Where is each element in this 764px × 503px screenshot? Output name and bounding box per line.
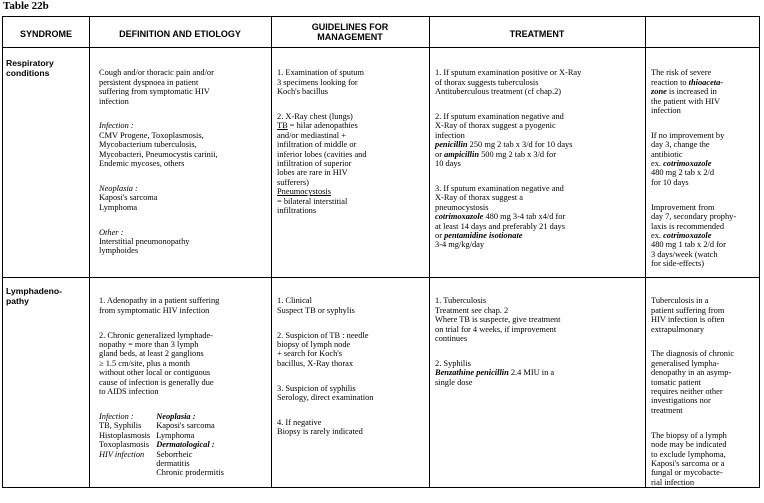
treatment-2-text: 2. If sputum examination negative and X-Ray of thorax suggest a pyogenic infection — [435, 112, 564, 140]
guideline-2-tb-text: = hilar adenopathies and/or mediastinal + infiltration of middle or inferior lobes (cavities and infiltration of superior lobes are rare in HIV sufferers) — [277, 121, 367, 187]
row-divider — [3, 277, 759, 278]
definition-2: 2. Chronic generalized lymphade- nopathy = more than 3 lymph gland beds, at least 2 ganglions ≥ 1.5 cm/site, plus a month without other local or contiguous cause of infection is generally due to AIDS infection — [99, 330, 214, 397]
note-3 — [651, 203, 759, 269]
header-divider — [3, 47, 759, 48]
guidelines-lymphadenopathy — [277, 287, 427, 452]
header-syndrome: SYNDROME — [19, 29, 72, 39]
definition-intro: Cough and/or thoracic pain and/or persistent dyspnoea in patient suffering from symptomatic HIV infection — [99, 68, 214, 106]
neoplasia-label: Neoplasia : — [156, 411, 196, 421]
header-guidelines: GUIDELINES FOR MANAGEMENT — [311, 22, 389, 42]
drug-penicillin: penicillin — [435, 140, 468, 150]
treatment-1: 1. Tuberculosis Treatment see chap. 2 Where TB is suspecte, give treatment on trial for 4 weeks, if improvement continues — [435, 296, 561, 344]
drug-benzathine: Benzathine penicillin — [435, 368, 509, 378]
syndrome-respiratory: Respiratory conditions — [6, 58, 54, 78]
dose-ampicillin: 500 mg 2 tab x 3/d for 10 days — [435, 149, 556, 169]
dermatological-label: Dermatological : — [156, 440, 215, 450]
guideline-3: 3. Suspicion of syphilis Serology, direct examination — [277, 383, 374, 403]
definition-lymphadenopathy — [99, 287, 269, 487]
guideline-2-title: 2. X-Ray chest (lungs) — [277, 112, 353, 122]
treatment-3 — [435, 184, 643, 250]
etiology-right — [156, 412, 224, 478]
etiology-columns — [99, 412, 269, 478]
treatment-2 — [435, 359, 643, 387]
definition-1: 1. Adenopathy in a patient suffering from symptomatic HIV infection — [99, 296, 220, 315]
dose-pentamidine: 3-4 mg/kg/day — [435, 240, 485, 250]
dose-cotrimoxazole: 480 mg 3-4 tab x4/d for at least 14 days and preferably 21 days or — [435, 212, 566, 240]
column-divider — [429, 17, 430, 487]
header-treatment: TREATMENT — [509, 29, 565, 39]
treatment-2-title: 2. Syphilis — [435, 358, 471, 368]
note-2 — [651, 131, 759, 187]
etiology-left — [99, 412, 150, 478]
guideline-1: 1. Examination of sputum 3 specimens looking for Koch's bacillus — [277, 68, 364, 97]
infection-text: CMV Progene, Toxoplasmosis, Mycobacterium tuberculosis, Mycobacteri, Pneumocystis carinii, Endemic mycoses, others — [99, 130, 218, 169]
drug-pentamidine: pentamidine isotionate — [444, 230, 523, 240]
treatment-respiratory — [435, 59, 643, 265]
treatment-lymphadenopathy — [435, 287, 643, 402]
neoplasia-text: Kaposi's sarcoma Lymphoma — [99, 193, 158, 212]
treatment-or: or — [435, 149, 445, 159]
drug-cotrimoxazole-prophylaxis: cotrimoxazole — [663, 230, 712, 240]
drug-cotrimoxazole: cotrimoxazole — [435, 212, 484, 222]
guideline-1: 1. Clinical Suspect TB or syphylis — [277, 296, 355, 315]
dermatological-text: Seborrheic dermatitis Chronic prodermitis — [156, 449, 224, 478]
guideline-2: 2. Suspicion of TB : needle biopsy of lymph node + search for Koch's bacillus, X-Ray thorax — [277, 330, 369, 368]
other-text: Interstitial pneumonopathy lymphoides — [99, 236, 190, 256]
guideline-4: 4. If negative Biopsy is rarely indicated — [277, 417, 363, 437]
guideline-2-pn: Pneumocystosis — [277, 187, 331, 197]
definition-neoplasia — [99, 184, 269, 212]
syndrome-lymphadenopathy: Lymphadeno- pathy — [6, 286, 63, 306]
notes-respiratory — [651, 59, 759, 284]
dose-penicillin: 250 mg 2 tab x 3/d for 10 days — [467, 140, 573, 150]
treatment-3-text: 3. If sputum examination negative and X-Ray of thorax suggest a pneumocystosis — [435, 183, 564, 212]
guideline-2 — [277, 112, 427, 215]
definition-infection — [99, 121, 269, 168]
other-label: Other : — [99, 227, 124, 237]
neoplasia-text: Kaposi's sarcoma Lymphoma — [156, 421, 215, 440]
table-title: Table 22b — [3, 0, 49, 12]
note-1 — [651, 68, 759, 115]
treatment-2 — [435, 112, 643, 168]
column-divider — [89, 17, 90, 487]
note-2-text: If no improvement by day 3, change the antibiotic ex. — [651, 130, 725, 169]
note-3: The biopsy of a lymph node may be indicated to exclude lymphoma, Kaposi's sarcoma or a fungal or mycobacte- rial infection — [651, 430, 727, 487]
column-divider — [271, 17, 272, 487]
drug-ampicillin: ampicillin — [444, 149, 479, 159]
note-2: The diagnosis of chronic generalised lympha- denopathy in an asymp- tomatic patient requires neither other investigations nor treatment — [651, 349, 735, 415]
treatment-1: 1. If sputum examination positive or X-Ray of thorax suggests tuberculosis Antituberculous treatment (cf chap.2) — [435, 68, 582, 97]
note-2-tail: 480 mg 2 tab x 2/d for 10 days — [651, 168, 715, 187]
table — [2, 16, 760, 488]
infection-text: TB, Syphilis Histoplasmosis Toxoplasmosis — [99, 421, 151, 450]
note-3-tail: 480 mg 1 tab x 2/d for 3 days/week (watch for side-effects) — [651, 240, 726, 269]
definition-other — [99, 228, 269, 256]
guideline-2-pn-text: = bilateral interstitial infiltrations — [277, 196, 348, 216]
definition-respiratory — [99, 59, 269, 271]
guidelines-respiratory — [277, 59, 427, 231]
hiv-label: HIV infection — [99, 449, 145, 459]
infection-label: Infection : — [99, 411, 134, 421]
dose-benzathine: 2.4 MIU in a single dose — [435, 368, 555, 387]
header-definition: DEFINITION AND ETIOLOGY — [119, 29, 241, 39]
notes-lymphadenopathy — [651, 287, 759, 503]
note-1-tail: is increased in the patient with HIV infection — [651, 87, 721, 116]
column-divider — [645, 17, 646, 487]
note-1: Tuberculosis in a patient suffering from HIV infection is often extrapulmonary — [651, 296, 725, 334]
note-1-text: The risk of severe reaction to — [651, 68, 712, 87]
guideline-2-tb: TB — [277, 121, 288, 131]
drug-cotrimoxazole-note: cotrimoxazole — [663, 159, 712, 169]
drug-thioacetazone: thioaceta- zone — [651, 77, 724, 97]
neoplasia-label: Neoplasia : — [99, 183, 138, 193]
infection-label: Infection : — [99, 121, 134, 131]
note-3-text: Improvement from day 7, secondary prophy- laxis is recommended ex. — [651, 202, 737, 240]
